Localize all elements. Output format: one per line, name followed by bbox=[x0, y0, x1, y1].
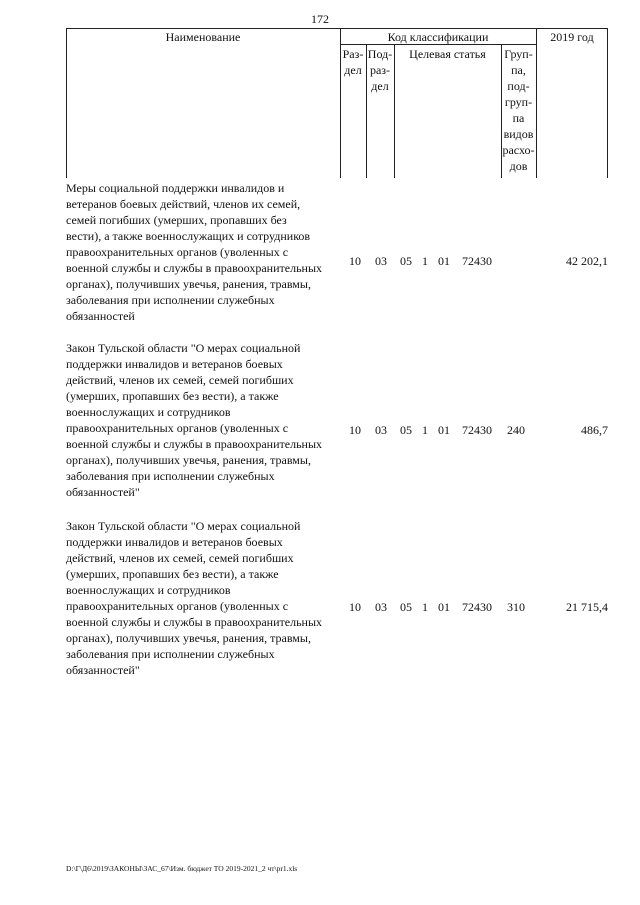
header-razdel: Раз- дел bbox=[342, 47, 364, 77]
header-code-group: Код классификации bbox=[387, 30, 489, 44]
target-code-program: 05 bbox=[400, 423, 412, 437]
razdel-code: 10 bbox=[349, 423, 361, 437]
target-code-event: 01 bbox=[438, 254, 450, 268]
page-number: 172 bbox=[311, 12, 329, 26]
podrazdel-code: 03 bbox=[375, 423, 387, 437]
razdel-code: 10 bbox=[349, 254, 361, 268]
target-code-program: 05 bbox=[400, 254, 412, 268]
target-code-subprogram: 1 bbox=[422, 254, 428, 268]
target-code-program: 05 bbox=[400, 600, 412, 614]
header-podrazdel: Под- раз- дел bbox=[367, 47, 393, 93]
header-target: Целевая статья bbox=[409, 47, 486, 61]
target-code-direction: 72430 bbox=[462, 254, 492, 268]
target-code-direction: 72430 bbox=[462, 600, 492, 614]
target-code-direction: 72430 bbox=[462, 423, 492, 437]
header-year: 2019 год bbox=[550, 30, 594, 44]
razdel-code: 10 bbox=[349, 600, 361, 614]
table-header bbox=[66, 28, 608, 178]
row-name: Закон Тульской области "О мерах социальной поддержки инвалидов и ветеранов боевых действий, членов их семей, семей погибших (умерших, пропавших без вести), а также военнослужащих и сотрудников правоохранительных органов (уволенных с военной службы и службы в правоохранительных органах), получивших увечья, ранения, травмы, заболевания при исполнении служебных обязанностей" bbox=[66, 341, 323, 499]
amount: 42 202,1 bbox=[566, 254, 608, 268]
table-row bbox=[66, 518, 608, 683]
group-code: 240 bbox=[507, 423, 525, 437]
file-path-footer: D:\Г\Д6\2019\ЗАКОНЫ\ЗАС_67\Изм. бюджет ТО 2019-2021_2 чт\pr1.xls bbox=[66, 864, 298, 873]
row-name: Закон Тульской области "О мерах социальной поддержки инвалидов и ветеранов боевых действий, членов их семей, семей погибших (умерших, пропавших без вести), а также военнослужащих и сотрудников правоохранительных органов (уволенных с военной службы и службы в правоохранительных органах), получивших увечья, ранения, травмы, заболевания при исполнении служебных обязанностей" bbox=[66, 519, 323, 677]
header-group: Груп- па, под- груп- па видов расхо- дов bbox=[502, 47, 535, 173]
group-code: 310 bbox=[507, 600, 525, 614]
header-name: Наименование bbox=[165, 30, 241, 44]
table-row bbox=[66, 340, 608, 505]
target-code-subprogram: 1 bbox=[422, 423, 428, 437]
target-code-subprogram: 1 bbox=[422, 600, 428, 614]
row-name: Меры социальной поддержки инвалидов и ветеранов боевых действий, членов их семей, семей погибших (умерших, пропавших без вести), а также военнослужащих и сотрудников правоохранительных органов (уволенных с военной службы и службы в правоохранительных органах), получивших увечья, ранения, травмы, заболевания при исполнении служебных обязанностей bbox=[66, 181, 323, 323]
table-row bbox=[66, 180, 608, 330]
podrazdel-code: 03 bbox=[375, 600, 387, 614]
amount: 21 715,4 bbox=[566, 600, 608, 614]
target-code-event: 01 bbox=[438, 600, 450, 614]
target-code-event: 01 bbox=[438, 423, 450, 437]
podrazdel-code: 03 bbox=[375, 254, 387, 268]
amount: 486,7 bbox=[581, 423, 608, 437]
